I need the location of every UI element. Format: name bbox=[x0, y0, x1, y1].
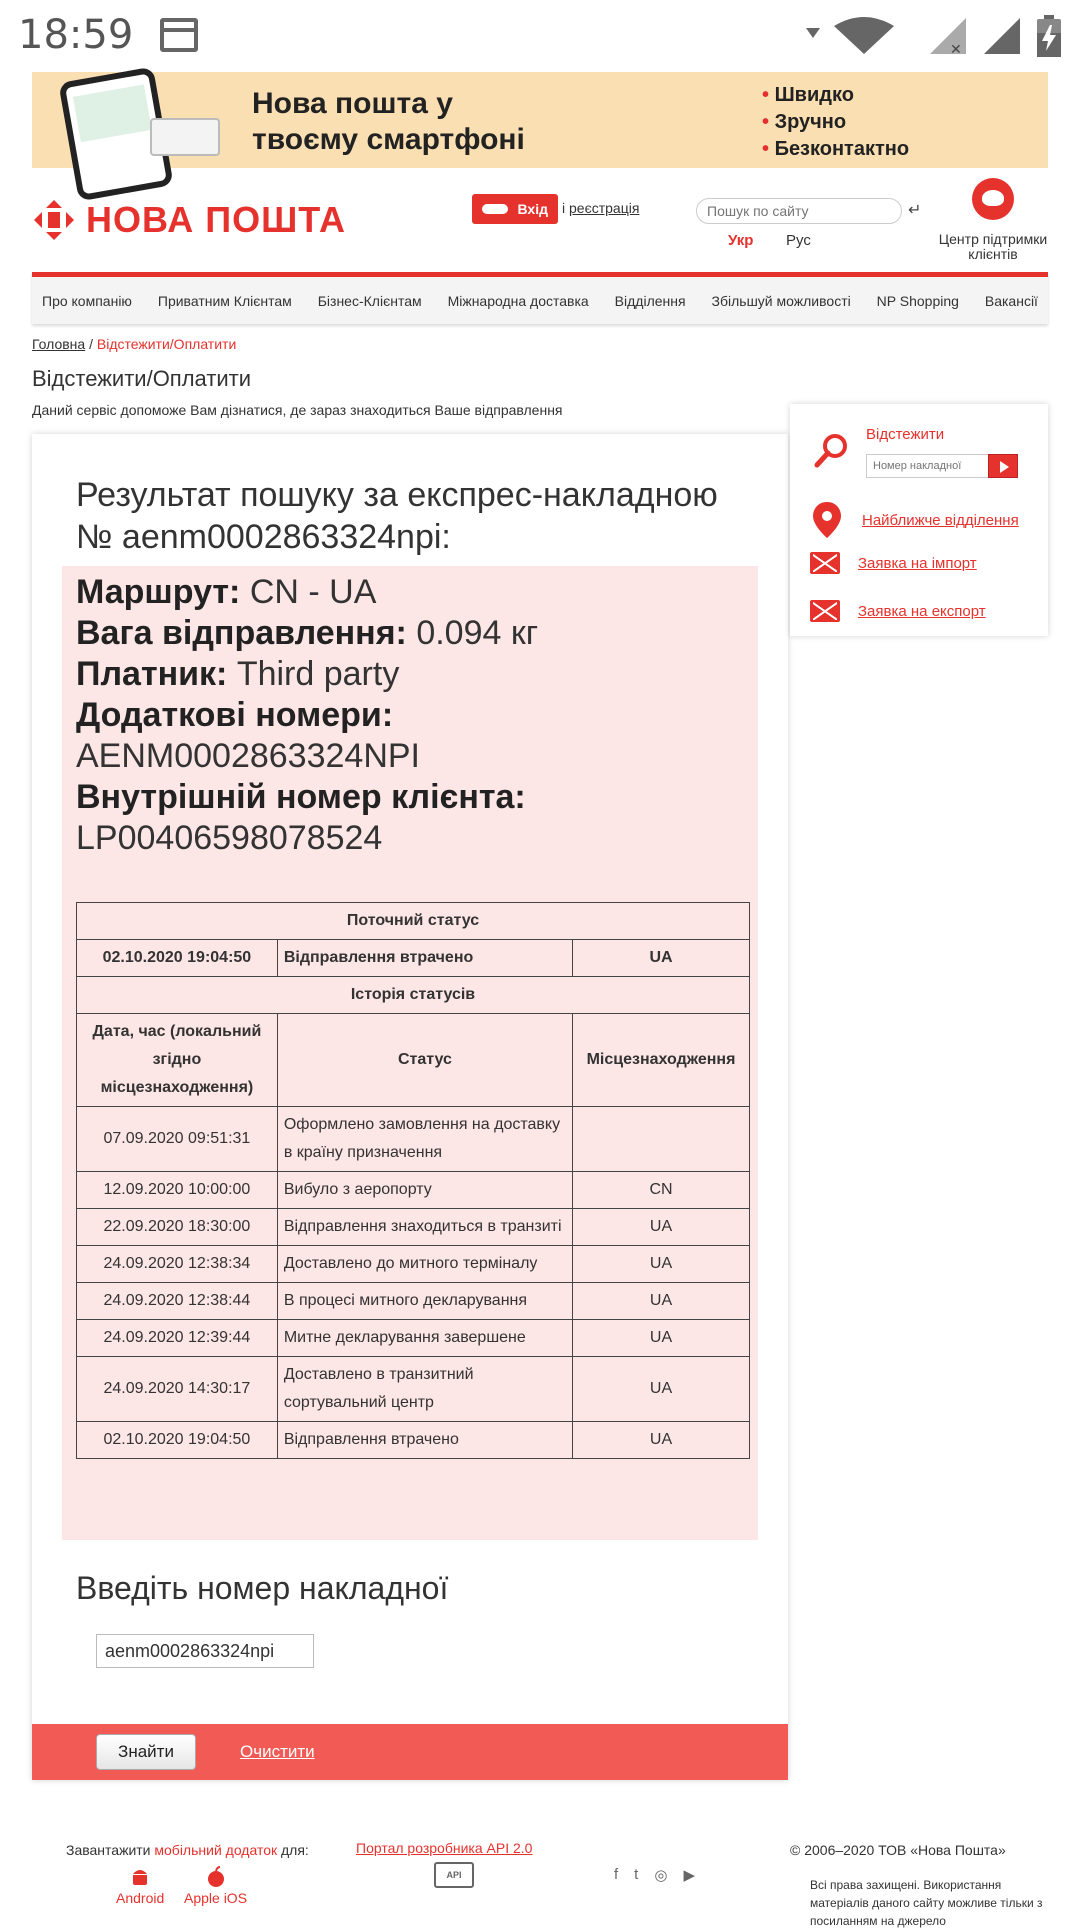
result-title: Результат пошуку за експрес-накладною № aenm0002863324npi: bbox=[76, 476, 718, 556]
history-date: 07.09.2020 09:51:31 bbox=[77, 1107, 278, 1172]
history-status: Доставлено в транзитний сортувальний центр bbox=[277, 1357, 572, 1422]
track-label: Відстежити bbox=[866, 426, 945, 443]
action-bar bbox=[32, 1724, 788, 1780]
history-date: 24.09.2020 12:39:44 bbox=[77, 1320, 278, 1357]
route-value: CN - UA bbox=[240, 573, 377, 611]
route-label: Маршрут: bbox=[76, 573, 241, 611]
result-box bbox=[62, 566, 758, 1540]
import-request-row[interactable] bbox=[810, 552, 977, 574]
history-row bbox=[77, 1209, 750, 1246]
history-row bbox=[77, 1172, 750, 1209]
clear-link[interactable]: Очистити bbox=[240, 1742, 315, 1761]
history-row bbox=[77, 1246, 750, 1283]
nova-poshta-logo-icon bbox=[32, 198, 76, 242]
or-text: і bbox=[562, 200, 569, 216]
nav-item-business[interactable]: Бізнес-Клієнтам bbox=[317, 292, 422, 309]
history-location: UA bbox=[573, 1283, 750, 1320]
status-table bbox=[76, 902, 750, 1459]
breadcrumb-current: Відстежити/Оплатити bbox=[96, 336, 237, 352]
banner-headline bbox=[252, 86, 525, 158]
payer-label: Платник: bbox=[76, 655, 228, 693]
android-icon bbox=[129, 1866, 151, 1888]
shipment-info bbox=[76, 572, 538, 859]
col-status: Статус bbox=[277, 1014, 572, 1107]
android-label: Android bbox=[116, 1890, 165, 1906]
status-bar bbox=[0, 0, 1080, 72]
history-row bbox=[77, 1320, 750, 1357]
page-description: Даний сервіс допоможе Вам дізнатися, де зараз знаходиться Ваше відправлення bbox=[32, 402, 563, 418]
tracking-card bbox=[32, 434, 788, 1780]
nearest-branch-link[interactable]: Найближче відділення bbox=[862, 511, 1019, 529]
api-icon[interactable]: API bbox=[434, 1862, 474, 1888]
col-date: Дата, час (локальний згідно місцезнаходження) bbox=[77, 1014, 278, 1107]
rights-text: Всі права захищені. Використання матеріалів даного сайту можливе тільки з посиланням на джерело bbox=[810, 1878, 1043, 1928]
social-links bbox=[614, 1866, 695, 1884]
banner-bullets bbox=[762, 82, 909, 163]
enter-waybill-title: Введіть номер накладної bbox=[76, 1570, 449, 1606]
extra-value: AENM0002863324NPI bbox=[76, 737, 421, 775]
ios-label: Apple iOS bbox=[184, 1890, 248, 1906]
current-status-header: Поточний статус bbox=[77, 903, 750, 940]
nav-item-private[interactable]: Приватним Клієнтам bbox=[157, 292, 292, 309]
current-date: 02.10.2020 19:04:50 bbox=[77, 940, 278, 977]
history-status: Оформлено замовлення на доставку в країну призначення bbox=[277, 1107, 572, 1172]
find-button[interactable]: Знайти bbox=[96, 1734, 196, 1770]
history-status: Відправлення втрачено bbox=[277, 1422, 572, 1459]
history-location: UA bbox=[573, 1357, 750, 1422]
register-link-wrap bbox=[562, 200, 639, 216]
ios-link[interactable] bbox=[184, 1866, 247, 1906]
api-portal-link[interactable]: Портал розробника API 2.0 bbox=[356, 1840, 533, 1856]
export-request-row[interactable] bbox=[810, 600, 986, 622]
col-location: Місцезнаходження bbox=[573, 1014, 750, 1107]
nearest-branch-row[interactable] bbox=[810, 500, 1019, 540]
twitter-icon[interactable]: t bbox=[634, 1866, 639, 1883]
history-date: 22.09.2020 18:30:00 bbox=[77, 1209, 278, 1246]
support-label[interactable]: Центр підтримки клієнтів bbox=[938, 231, 1048, 262]
history-row bbox=[77, 1357, 750, 1422]
history-location bbox=[573, 1107, 750, 1172]
history-row bbox=[77, 1283, 750, 1320]
banner-bullet: • Безконтактно bbox=[762, 136, 909, 163]
quick-actions-panel bbox=[790, 404, 1048, 636]
banner-headline-line1: Нова пошта у bbox=[252, 87, 453, 120]
history-location: UA bbox=[573, 1246, 750, 1283]
history-row bbox=[77, 1107, 750, 1172]
history-location: CN bbox=[573, 1172, 750, 1209]
calendar-icon bbox=[160, 18, 198, 52]
banner-bullet: • Зручно bbox=[762, 109, 909, 136]
status-time: 18:59 bbox=[18, 12, 134, 58]
weight-label: Вага відправлення: bbox=[76, 614, 407, 652]
download-suffix: для: bbox=[277, 1842, 309, 1858]
weight-value: 0.094 кг bbox=[406, 614, 539, 652]
track-input[interactable] bbox=[866, 454, 994, 478]
breadcrumb-separator: / bbox=[85, 336, 97, 352]
logo-text: НОВА ПОШТА bbox=[86, 199, 346, 240]
history-location: UA bbox=[573, 1422, 750, 1459]
history-date: 12.09.2020 10:00:00 bbox=[77, 1172, 278, 1209]
history-row bbox=[77, 1422, 750, 1459]
history-status: Митне декларування завершене bbox=[277, 1320, 572, 1357]
history-status: Відправлення знаходиться в транзиті bbox=[277, 1209, 572, 1246]
history-status: В процесі митного декларування bbox=[277, 1283, 572, 1320]
mobile-app-link[interactable]: мобільний додаток bbox=[154, 1842, 278, 1858]
register-link[interactable]: реєстрація bbox=[569, 200, 640, 216]
history-date: 24.09.2020 12:38:44 bbox=[77, 1283, 278, 1320]
truck-illustration bbox=[150, 118, 220, 156]
history-rows bbox=[77, 1107, 750, 1459]
weight-line bbox=[76, 613, 538, 654]
site-search-input[interactable] bbox=[696, 198, 902, 224]
download-app-text bbox=[66, 1842, 309, 1858]
export-request-link[interactable]: Заявка на експорт bbox=[858, 602, 986, 620]
nav-item-vacancies[interactable]: Вакансії bbox=[984, 292, 1038, 309]
client-label: Внутрішній номер клієнта: bbox=[76, 778, 526, 816]
import-request-link[interactable]: Заявка на імпорт bbox=[858, 554, 977, 572]
track-go-button[interactable] bbox=[988, 454, 1018, 478]
youtube-icon[interactable]: ▶ bbox=[683, 1867, 695, 1884]
current-status: Відправлення втрачено bbox=[277, 940, 572, 977]
page-title: Відстежити/Оплатити bbox=[32, 366, 252, 391]
mail-icon bbox=[810, 552, 840, 574]
banner-headline-line2: твоєму смартфоні bbox=[252, 123, 525, 156]
android-link[interactable] bbox=[116, 1866, 164, 1906]
route-line bbox=[76, 572, 538, 613]
enter-icon[interactable]: ↵ bbox=[908, 202, 922, 219]
current-status-row bbox=[77, 940, 750, 977]
nav-item-opportunities[interactable]: Збільшуй можливості bbox=[711, 292, 851, 309]
nav-item-branches[interactable]: Відділення bbox=[614, 292, 686, 309]
mail-icon bbox=[810, 600, 840, 622]
instagram-icon[interactable]: ◎ bbox=[654, 1867, 668, 1884]
history-date: 24.09.2020 12:38:34 bbox=[77, 1246, 278, 1283]
apple-icon bbox=[205, 1866, 227, 1888]
client-value: LP00406598078524 bbox=[76, 819, 383, 857]
signal-off-icon bbox=[928, 16, 968, 56]
signal-icon bbox=[982, 16, 1022, 56]
history-status: Доставлено до митного терміналу bbox=[277, 1246, 572, 1283]
copyright: © 2006–2020 ТОВ «Нова Пошта» bbox=[790, 1842, 1006, 1858]
key-icon bbox=[482, 204, 508, 214]
history-status: Вибуло з аеропорту bbox=[277, 1172, 572, 1209]
waybill-input[interactable] bbox=[96, 1634, 314, 1668]
location-pin-icon bbox=[810, 500, 844, 540]
facebook-icon[interactable]: f bbox=[614, 1866, 619, 1883]
banner-bullet: • Швидко bbox=[762, 82, 909, 109]
history-header: Історія статусів bbox=[77, 977, 750, 1014]
lang-ru-link[interactable]: Рус bbox=[786, 232, 811, 249]
nav-item-international[interactable]: Міжнародна доставка bbox=[447, 292, 589, 309]
app-promo-banner[interactable] bbox=[32, 72, 1048, 168]
svg-text:✕: ✕ bbox=[950, 42, 962, 58]
site-logo[interactable] bbox=[32, 198, 346, 242]
payer-value: Third party bbox=[227, 655, 400, 693]
download-prefix: Завантажити bbox=[66, 1842, 155, 1858]
lang-ua-link[interactable]: Укр bbox=[728, 232, 754, 249]
main-nav bbox=[32, 272, 1048, 324]
wifi-icon bbox=[804, 14, 914, 58]
login-button[interactable] bbox=[472, 194, 558, 224]
history-location: UA bbox=[573, 1209, 750, 1246]
status-icons bbox=[804, 14, 1062, 58]
nav-item-np-shopping[interactable]: NP Shopping bbox=[876, 292, 959, 309]
breadcrumb-home[interactable]: Головна bbox=[32, 336, 86, 352]
history-date: 24.09.2020 14:30:17 bbox=[77, 1357, 278, 1422]
support-icon[interactable] bbox=[972, 178, 1014, 220]
search-icon bbox=[814, 432, 850, 468]
extra-label: Додаткові номери: bbox=[76, 696, 394, 734]
history-location: UA bbox=[573, 1320, 750, 1357]
battery-charging-icon bbox=[1036, 15, 1062, 57]
login-label: Вхід bbox=[517, 201, 548, 217]
history-date: 02.10.2020 19:04:50 bbox=[77, 1422, 278, 1459]
history-columns bbox=[77, 1014, 750, 1107]
nav-item-about[interactable]: Про компанію bbox=[42, 292, 132, 309]
breadcrumb bbox=[32, 336, 236, 352]
current-location: UA bbox=[573, 940, 750, 977]
payer-line bbox=[76, 654, 538, 695]
